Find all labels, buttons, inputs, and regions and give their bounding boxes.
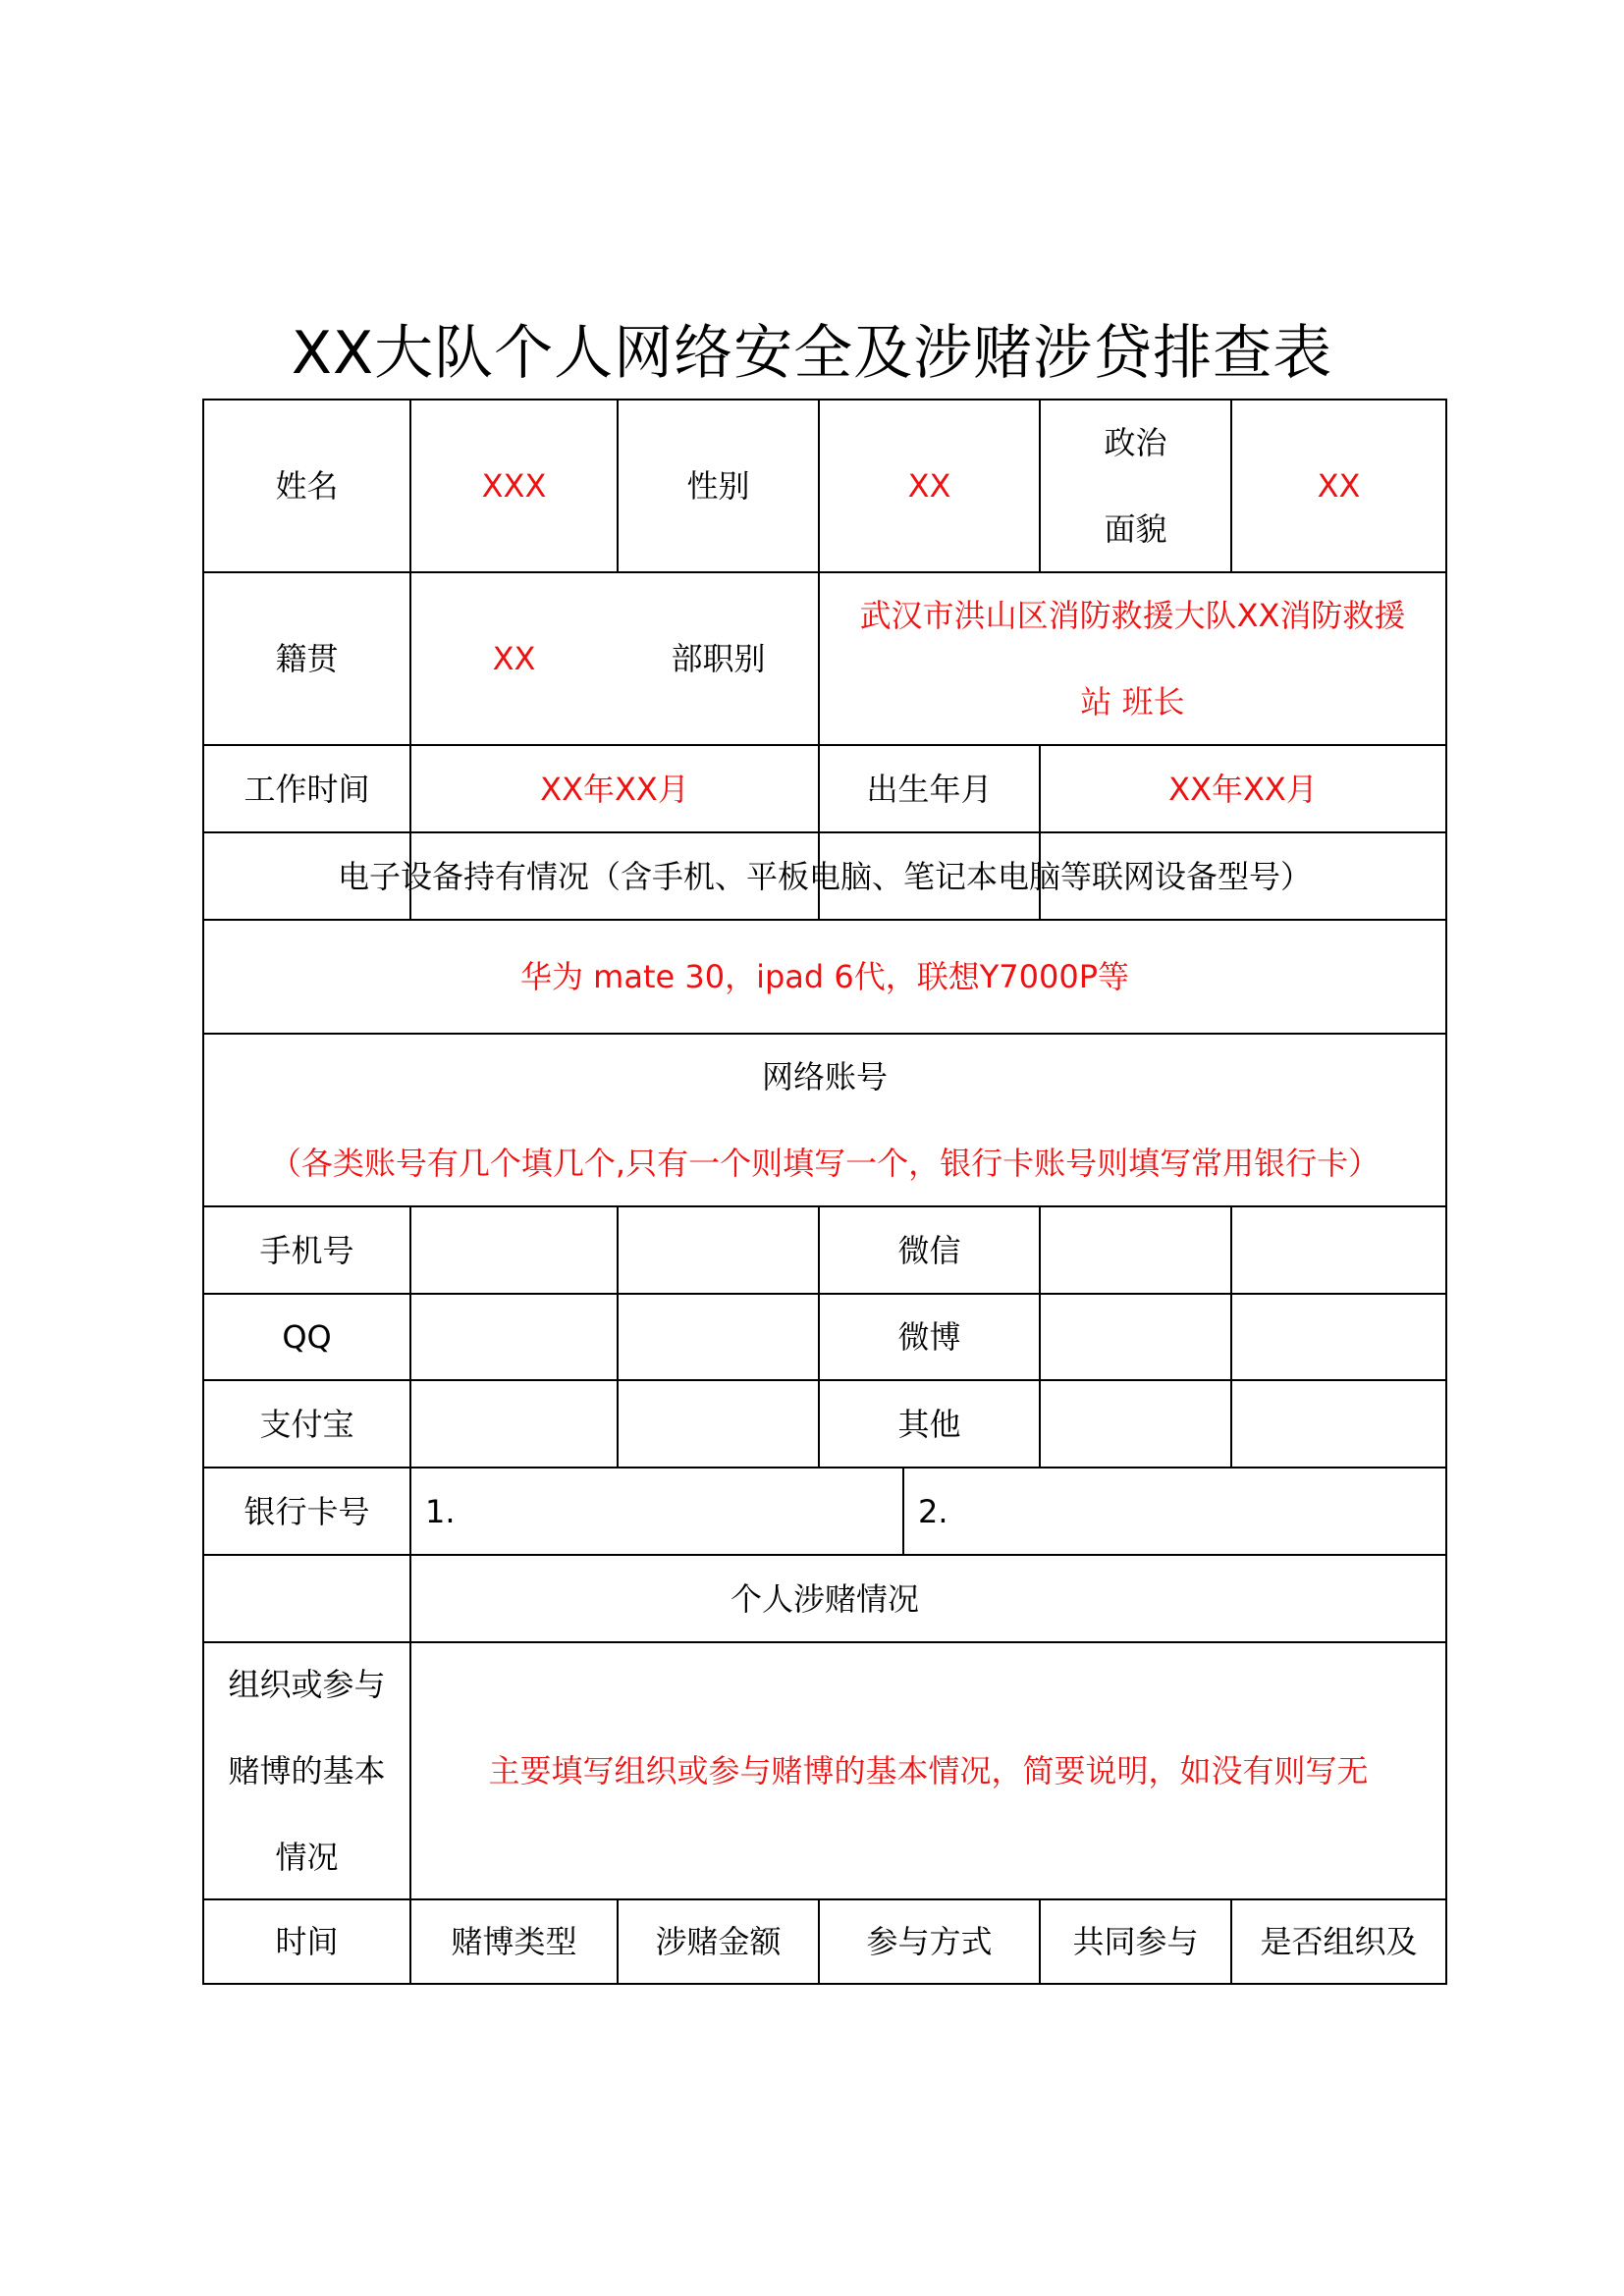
- work-time-field[interactable]: XX年XX月: [540, 770, 689, 808]
- qq-field-2[interactable]: [619, 1295, 818, 1379]
- alipay-field-1[interactable]: [411, 1381, 617, 1467]
- bank-card-label: 银行卡号: [244, 1492, 370, 1530]
- alipay-field-2[interactable]: [619, 1381, 818, 1467]
- department-label: 部职别: [671, 640, 766, 677]
- phone-field-1[interactable]: [411, 1207, 617, 1293]
- gambling-label-line-2: 赌博的基本: [228, 1752, 386, 1789]
- other-field-1[interactable]: [1041, 1381, 1230, 1467]
- gambling-header: 个人涉赌情况: [730, 1579, 919, 1618]
- bank-card-field-2[interactable]: 2.: [918, 1492, 948, 1530]
- phone-field-2[interactable]: [619, 1207, 818, 1293]
- column-header-organized: 是否组织及: [1260, 1923, 1418, 1960]
- column-header-time: 时间: [275, 1923, 339, 1960]
- department-value-line-1: 武汉市洪山区消防救援大队XX消防救援: [859, 597, 1406, 634]
- department-value-line-2: 站 班长: [1080, 683, 1185, 721]
- weibo-field-2[interactable]: [1232, 1295, 1445, 1379]
- qq-field-1[interactable]: [411, 1295, 617, 1379]
- weibo-label: 微博: [897, 1318, 961, 1356]
- gambling-label-line-3: 情况: [275, 1839, 339, 1876]
- column-header-co-participants: 共同参与: [1072, 1923, 1199, 1960]
- other-label: 其他: [897, 1405, 961, 1443]
- wechat-field-2[interactable]: [1232, 1207, 1445, 1293]
- column-header-gambling-type: 赌博类型: [451, 1923, 577, 1960]
- weibo-field-1[interactable]: [1041, 1295, 1230, 1379]
- column-header-amount: 涉赌金额: [655, 1923, 782, 1960]
- alipay-label: 支付宝: [259, 1405, 354, 1443]
- political-label-line-2: 面貌: [1104, 510, 1167, 548]
- column-header-participation: 参与方式: [866, 1923, 993, 1960]
- gender-field[interactable]: XX: [907, 467, 951, 505]
- work-time-label: 工作时间: [244, 770, 370, 808]
- birth-date-label: 出生年月: [866, 770, 993, 808]
- gambling-basic-label: [204, 1643, 409, 1898]
- gambling-label-line-1: 组织或参与: [228, 1666, 386, 1703]
- wechat-label: 微信: [897, 1231, 961, 1269]
- accounts-note: （各类账号有几个填几个,只有一个则填写一个，银行卡账号则填写常用银行卡）: [269, 1145, 1380, 1182]
- name-label: 姓名: [275, 467, 339, 505]
- birth-date-field[interactable]: XX年XX月: [1168, 770, 1318, 808]
- devices-header: 电子设备持有情况（含手机、平板电脑、笔记本电脑等联网设备型号）: [337, 857, 1312, 895]
- wechat-field-1[interactable]: [1041, 1207, 1230, 1293]
- other-field-2[interactable]: [1232, 1381, 1445, 1467]
- qq-label: QQ: [282, 1318, 332, 1356]
- phone-label: 手机号: [259, 1231, 354, 1269]
- accounts-title: 网络账号: [761, 1058, 888, 1095]
- political-label-line-1: 政治: [1104, 424, 1167, 461]
- accounts-header: [204, 1035, 1445, 1205]
- bank-card-field-1[interactable]: 1.: [425, 1492, 456, 1530]
- gender-label: 性别: [686, 467, 750, 505]
- political-status-field[interactable]: XX: [1317, 467, 1361, 505]
- political-status-label: [1041, 400, 1230, 571]
- gambling-basic-field[interactable]: 主要填写组织或参与赌博的基本情况，简要说明，如没有则写无: [488, 1752, 1369, 1789]
- native-place-label: 籍贯: [275, 640, 339, 677]
- native-place-field[interactable]: XX: [492, 640, 536, 677]
- department-field[interactable]: [820, 573, 1445, 744]
- name-field[interactable]: XXX: [481, 467, 547, 505]
- devices-field[interactable]: 华为 mate 30，ipad 6代，联想Y7000P等: [519, 958, 1130, 995]
- page-title: XX大队个人网络安全及涉赌涉贷排查表: [291, 319, 1333, 388]
